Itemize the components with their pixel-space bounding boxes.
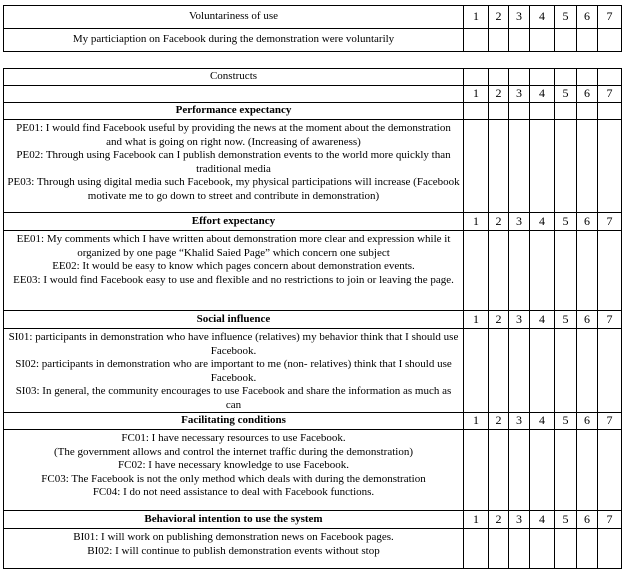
scale-2: 2 (489, 6, 509, 29)
section-header-social-influence: Social influence 1 2 3 4 5 6 7 (4, 311, 622, 329)
section-items-facilitating-conditions (4, 430, 622, 511)
rating-cell-4[interactable] (530, 329, 555, 413)
scale-5: 5 (555, 6, 577, 29)
rating-cell-7[interactable] (598, 29, 622, 52)
rating-cell-4[interactable] (530, 231, 555, 311)
section-items-performance-expectancy (4, 120, 622, 213)
scale-2: 2 (489, 86, 509, 103)
rating-cell-6[interactable] (577, 231, 598, 311)
item-si03: SI03: In general, the community encourages to use Facebook and share the information as much as can (15, 385, 452, 411)
rating-cell-3[interactable] (509, 29, 530, 52)
rating-cell-1[interactable] (464, 430, 489, 511)
scale-3: 3 (509, 6, 530, 29)
item-ee01: EE01: My comments which I have written about demonstration more clear and expression while it organized by one page “Khalid Saied Page” which concern one subject (16, 233, 451, 259)
rating-cell-5[interactable] (555, 329, 577, 413)
rating-cell-2[interactable] (489, 329, 509, 413)
rating-cell-3[interactable] (509, 329, 530, 413)
rating-cell-2[interactable] (489, 29, 509, 52)
section-items-social-influence (4, 329, 622, 413)
rating-cell-4[interactable] (530, 529, 555, 569)
rating-cell-6[interactable] (577, 529, 598, 569)
rating-cell-6[interactable] (577, 29, 598, 52)
section-header-facilitating-conditions: Facilitating conditions 1 2 3 4 5 6 7 (4, 413, 622, 430)
constructs-title-row (4, 69, 622, 86)
rating-cell-5[interactable] (555, 231, 577, 311)
rating-cell-7[interactable] (598, 231, 622, 311)
scale-5: 5 (555, 86, 577, 103)
rating-cell-5[interactable] (555, 529, 577, 569)
rating-cell-3[interactable] (509, 430, 530, 511)
voluntariness-title: Voluntariness of use (4, 6, 464, 29)
section-items (4, 231, 464, 311)
section-items-behavioral-intention (4, 529, 622, 569)
section-items (4, 529, 464, 569)
section-items (4, 329, 464, 413)
section-title: Social influence (4, 311, 464, 329)
rating-cell-5[interactable] (555, 120, 577, 213)
rating-cell-5[interactable] (555, 29, 577, 52)
section-header-behavioral-intention: Behavioral intention to use the system 1 2 3 4 5 6 7 (4, 511, 622, 529)
section-items-effort-expectancy (4, 231, 622, 311)
item-fc03: FC03: The Facebook is not the only method which deals with during the demonstration (41, 472, 426, 485)
constructs-title: Constructs (4, 69, 464, 86)
section-header-effort-expectancy: Effort expectancy 1 2 3 4 5 6 7 (4, 213, 622, 231)
constructs-scale-row (4, 86, 622, 103)
item-pe02: PE02: Through using Facebook can I publish demonstration events to the world more quickly than traditional media (16, 149, 451, 175)
rating-cell-7[interactable] (598, 120, 622, 213)
item-fc04: FC04: I do not need assistance to deal with Facebook functions. (92, 486, 375, 498)
rating-cell-2[interactable] (489, 231, 509, 311)
item-ee02: EE02: It would be easy to know which pages concern about demonstration events. (52, 260, 415, 272)
scale-7: 7 (598, 6, 622, 29)
item-fc01-note: (The government allows and control the internet traffic during the demonstration) (53, 445, 414, 458)
rating-cell-1[interactable] (464, 120, 489, 213)
scale-3: 3 (509, 86, 530, 103)
section-title: Behavioral intention to use the system (4, 511, 464, 529)
item-fc01: FC01: I have necessary resources to use Facebook. (121, 432, 346, 444)
item-pe01: PE01: I would find Facebook useful by providing the news at the moment about the demonstration and what is going on right now. (Increasing of awareness) (16, 122, 451, 148)
scale-1: 1 (464, 6, 489, 29)
rating-cell-1[interactable] (464, 329, 489, 413)
voluntariness-item: My particiaption on Facebook during the demonstration were voluntarily (4, 29, 464, 52)
rating-cell-1[interactable] (464, 529, 489, 569)
scale-4: 4 (530, 6, 555, 29)
section-title: Performance expectancy (4, 103, 464, 120)
rating-cell-6[interactable] (577, 120, 598, 213)
item-bi01: BI01: I will work on publishing demonstration news on Facebook pages. (73, 531, 394, 543)
section-header-performance-expectancy (4, 103, 622, 120)
rating-cell-7[interactable] (598, 529, 622, 569)
rating-cell-3[interactable] (509, 120, 530, 213)
item-si02: SI02: participants in demonstration who are important to me (non- relatives) think that I should use Facebook. (15, 358, 452, 384)
item-si01: SI01: participants in demonstration who have influence (relatives) my behavior think that I should use Facebook. (8, 331, 459, 357)
rating-cell-7[interactable] (598, 329, 622, 413)
rating-cell-2[interactable] (489, 120, 509, 213)
section-items (4, 120, 464, 213)
rating-cell-4[interactable] (530, 430, 555, 511)
rating-cell-4[interactable] (530, 29, 555, 52)
item-fc02: FC02: I have necessary knowledge to use Facebook. (118, 459, 349, 471)
rating-cell-3[interactable] (509, 529, 530, 569)
item-pe03: PE03: Through using digital media such Facebook, my physical participations will increase (Facebook motivate me to go down to street and contribute in demonstration) (7, 176, 460, 202)
voluntariness-item-row (4, 29, 622, 52)
item-ee03: EE03: I would find Facebook easy to use and flexible and no restrictions to join or leaving the page. (13, 273, 454, 286)
scale-4: 4 (530, 86, 555, 103)
scale-6: 6 (577, 6, 598, 29)
item-bi02: BI02: I will continue to publish demonstration events without stop (87, 544, 380, 557)
section-title: Effort expectancy (4, 213, 464, 231)
rating-cell-3[interactable] (509, 231, 530, 311)
section-items (4, 430, 464, 511)
scale-6: 6 (577, 86, 598, 103)
section-title: Facilitating conditions (4, 413, 464, 430)
voluntariness-table (3, 5, 622, 52)
rating-cell-6[interactable] (577, 329, 598, 413)
rating-cell-4[interactable] (530, 120, 555, 213)
rating-cell-7[interactable] (598, 430, 622, 511)
rating-cell-6[interactable] (577, 430, 598, 511)
voluntariness-header-row (4, 6, 622, 29)
rating-cell-2[interactable] (489, 430, 509, 511)
scale-7: 7 (598, 86, 622, 103)
scale-1: 1 (464, 86, 489, 103)
rating-cell-2[interactable] (489, 529, 509, 569)
rating-cell-1[interactable] (464, 231, 489, 311)
rating-cell-1[interactable] (464, 29, 489, 52)
constructs-table (3, 68, 622, 569)
rating-cell-5[interactable] (555, 430, 577, 511)
